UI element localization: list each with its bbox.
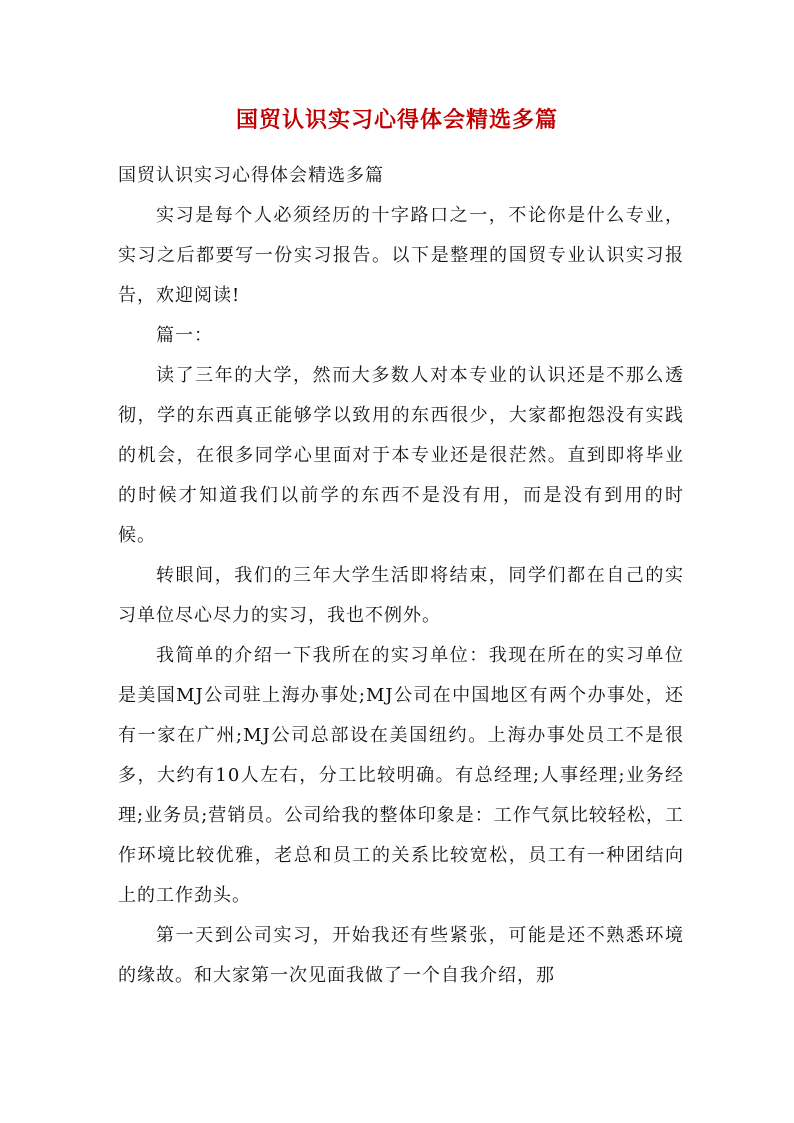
- body-paragraph: 第一天到公司实习，开始我还有些紧张，可能是还不熟悉环境的缘故。和大家第一次见面我做了一个自我介绍，那: [118, 925, 684, 986]
- body-paragraph: 实习是每个人必须经历的十字路口之一，不论你是什么专业，实习之后都要写一份实习报告。以下是整理的国贸专业认识实习报告，欢迎阅读!: [118, 205, 684, 306]
- document-body: [118, 156, 684, 996]
- body-paragraph: 我简单的介绍一下我所在的实习单位：我现在所在的实习单位是美国MJ公司驻上海办事处;MJ公司在中国地区有两个办事处，还有一家在广州;MJ公司总部设在美国纽约。上海办事处员工不是很多，大约有10人左右，分工比较明确。有总经理;人事经理;业务经理;业务员;营销员。公司给我的整体印象是：工作气氛比较轻松，工作环境比较优雅，老总和员工的关系比较宽松，员工有一种团结向上的工作劲头。: [118, 645, 684, 906]
- body-paragraph: 读了三年的大学，然而大多数人对本专业的认识还是不那么透彻，学的东西真正能够学以致用的东西很少，大家都抱怨没有实践的机会，在很多同学心里面对于本专业还是很茫然。直到即将毕业的时候才知道我们以前学的东西不是没有用，而是没有到用的时候。: [118, 365, 684, 546]
- section-heading: 篇一：: [156, 325, 213, 346]
- body-paragraph-subtitle: 国贸认识实习心得体会精选多篇: [118, 165, 384, 186]
- body-paragraph: 转眼间，我们的三年大学生活即将结束，同学们都在自己的实习单位尽心尽力的实习，我也不例外。: [118, 565, 684, 626]
- document-title: 国贸认识实习心得体会精选多篇: [235, 107, 558, 133]
